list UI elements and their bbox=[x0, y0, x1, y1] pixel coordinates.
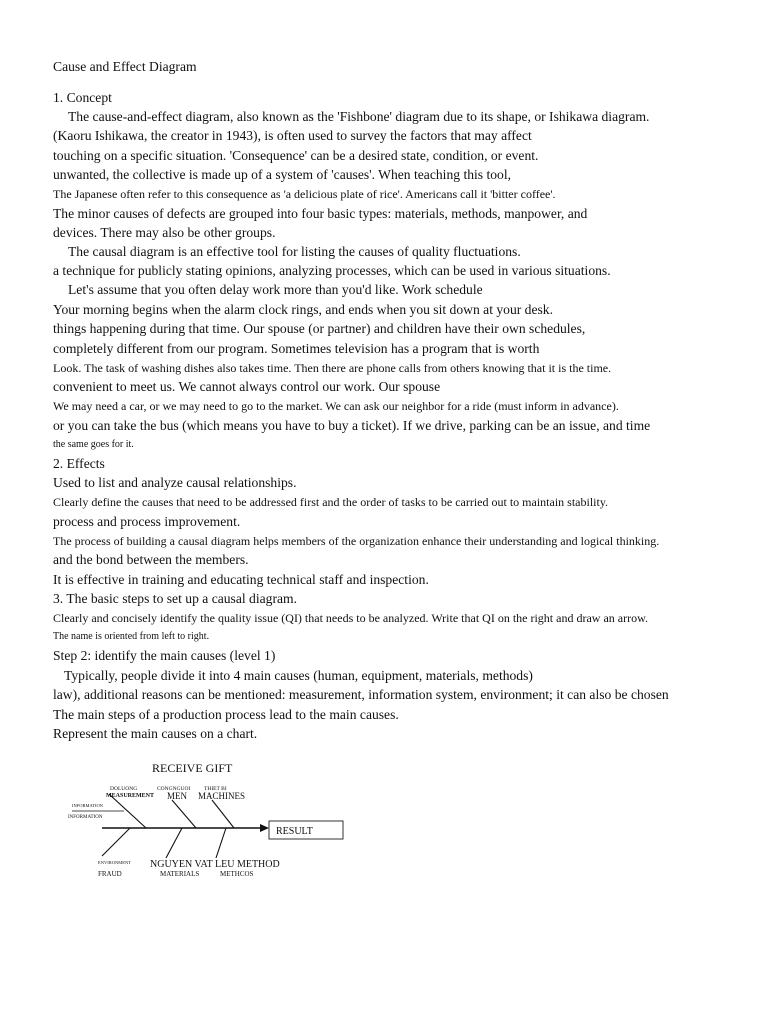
paragraph-line: process and process improvement. bbox=[53, 514, 241, 529]
bone-method bbox=[216, 828, 226, 858]
fishbone-diagram bbox=[64, 756, 364, 886]
label-methcos: METHCOS bbox=[220, 870, 254, 878]
paragraph-line: (Kaoru Ishikawa, the creator in 1943), is often used to survey the factors that may affect bbox=[53, 128, 532, 143]
label-men: MEN bbox=[167, 791, 187, 801]
paragraph-line: convenient to meet us. We cannot always control our work. Our spouse bbox=[53, 379, 441, 394]
label-materials: MATERIALS bbox=[160, 870, 200, 878]
label-environment: ENVIRONMENT bbox=[98, 860, 131, 865]
section-heading-effects: 2. Effects bbox=[53, 456, 105, 471]
label-nguyen-vat-leu-method: NGUYEN VAT LEU METHOD bbox=[150, 859, 280, 870]
paragraph-line: The cause-and-effect diagram, also known as the 'Fishbone' diagram due to its shape, or Ishikawa diagram. bbox=[68, 109, 650, 124]
bone-materials bbox=[166, 828, 182, 858]
paragraph-line: the same goes for it. bbox=[53, 439, 134, 450]
paragraph-line: completely different from our program. Sometimes television has a program that is worth bbox=[53, 341, 540, 356]
paragraph-line: The causal diagram is an effective tool for listing the causes of quality fluctuations. bbox=[68, 244, 521, 259]
spine-arrowhead bbox=[260, 824, 269, 832]
paragraph-line: We may need a car, or we may need to go to the market. We can ask our neighbor for a ride (must inform in advance). bbox=[53, 399, 619, 413]
paragraph-line: The Japanese often refer to this consequence as 'a delicious plate of rice'. Americans call it 'bitter coffee'. bbox=[53, 187, 556, 201]
label-congnguoi: CONGNGUOI bbox=[157, 786, 191, 792]
label-information-1: INFORMATION bbox=[72, 803, 104, 808]
bone-men bbox=[172, 800, 196, 828]
paragraph-line: The name is oriented from left to right. bbox=[53, 631, 210, 642]
step-2-heading: Step 2: identify the main causes (level 1) bbox=[53, 648, 276, 663]
paragraph-line: The process of building a causal diagram helps members of the organization enhance their understanding and logical thinking. bbox=[53, 534, 660, 548]
paragraph-line: law), additional reasons can be mentioned: measurement, information system, environment; it can also be chosen bbox=[53, 687, 669, 702]
paragraph-line: a technique for publicly stating opinions, analyzing processes, which can be used in various situations. bbox=[53, 263, 611, 278]
label-measurement: MEASUREMENT bbox=[106, 793, 155, 799]
paragraph-line: unwanted, the collective is made up of a system of 'causes'. When teaching this tool, bbox=[53, 167, 512, 182]
paragraph-line: It is effective in training and educating technical staff and inspection. bbox=[53, 572, 429, 587]
paragraph-line: devices. There may also be other groups. bbox=[53, 225, 276, 240]
label-information-2: INFORMATION bbox=[68, 815, 103, 820]
paragraph-line: Used to list and analyze causal relationships. bbox=[53, 475, 297, 490]
paragraph-line: Look. The task of washing dishes also takes time. Then there are phone calls from others knowing that it is the time. bbox=[53, 361, 612, 375]
bone-fraud bbox=[102, 828, 130, 856]
paragraph-line: things happening during that time. Our spouse (or partner) and children have their own schedules, bbox=[53, 321, 586, 336]
paragraph-line: Clearly and concisely identify the quality issue (QI) that needs to be analyzed. Write that QI on the right and draw an arrow. bbox=[53, 611, 648, 625]
document-title: Cause and Effect Diagram bbox=[53, 59, 197, 74]
paragraph-line: Your morning begins when the alarm clock rings, and ends when you sit down at your desk. bbox=[53, 302, 554, 317]
label-fraud: FRAUD bbox=[98, 870, 122, 878]
section-heading-concept: 1. Concept bbox=[53, 90, 112, 105]
paragraph-line: or you can take the bus (which means you have to buy a ticket). If we drive, parking can be an issue, and time bbox=[53, 418, 651, 433]
diagram-title: RECEIVE GIFT bbox=[152, 761, 233, 775]
label-thietbi: THIET BI bbox=[204, 786, 227, 792]
paragraph-line: and the bond between the members. bbox=[53, 552, 249, 567]
paragraph-line: Represent the main causes on a chart. bbox=[53, 726, 258, 741]
paragraph-line: touching on a specific situation. 'Consequence' can be a desired state, condition, or event. bbox=[53, 148, 539, 163]
paragraph-line: Typically, people divide it into 4 main causes (human, equipment, materials, methods) bbox=[64, 668, 533, 683]
paragraph-line: Let's assume that you often delay work more than you'd like. Work schedule bbox=[68, 282, 483, 297]
result-label: RESULT bbox=[276, 826, 313, 837]
label-machines: MACHINES bbox=[198, 791, 246, 801]
section-heading-basic-steps: 3. The basic steps to set up a causal diagram. bbox=[53, 591, 297, 606]
paragraph-line: The main steps of a production process lead to the main causes. bbox=[53, 707, 399, 722]
paragraph-line: The minor causes of defects are grouped into four basic types: materials, methods, manpower, and bbox=[53, 206, 588, 221]
label-doluong: DOLUONG bbox=[110, 786, 138, 792]
bone-machines bbox=[212, 800, 234, 828]
paragraph-line: Clearly define the causes that need to be addressed first and the order of tasks to be carried out to maintain stability. bbox=[53, 495, 609, 509]
